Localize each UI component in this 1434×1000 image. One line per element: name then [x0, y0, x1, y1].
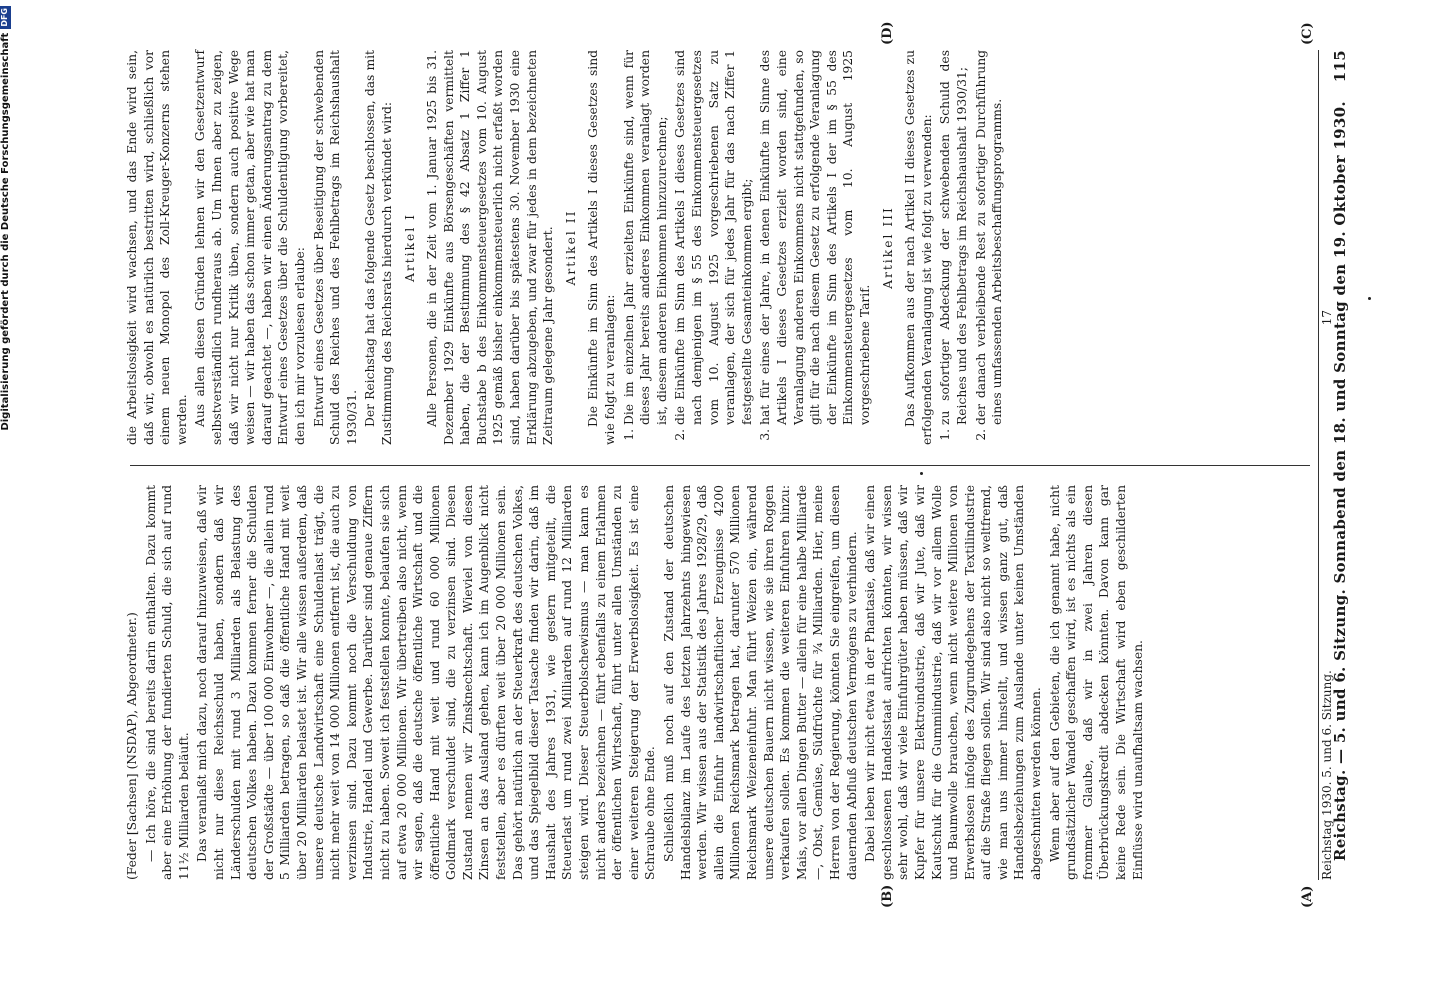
ink-dot	[1368, 297, 1371, 300]
list-item: 2. der danach verbleibende Rest zu sofortiger Durchführung eines umfassenden Arbeitsbeschaffungsprogramms.	[973, 50, 1006, 425]
article-ii-list	[621, 50, 874, 445]
paragraph: Die Einkünfte im Sinn des Artikels I dieses Gesetzes sind wie folgt zu veranlagen:	[586, 50, 618, 445]
footer-left: Reichstag 1930. 5. und 6. Sitzung.	[1320, 670, 1334, 880]
list-item: 1. zu sofortiger Abdeckung der schwebenden Schuld des Reiches und des Fehlbetrags im Reichshaushalt 1930/31;	[937, 50, 970, 425]
paragraph: Schließlich muß noch auf den Zustand der deutschen Handelsbilanz im Laufe des letzten Jahrzehnts hingewiesen werden. Wir wissen aus der Statistik des Jahres 1928/29, daß allein die Einfuhr landwirtschaftlicher Erzeugnisse 4200 Millionen Reichsmark betragen hat, darunter 570 Millionen Reichsmark Weizeneinfuhr. Man führt Weizen ein, während unsere deutschen Bauern nicht wissen, wie sie ihren Roggen verkaufen sollen. Es kommen die weiteren Einfuhren hinzu: Mais, vor allen Dingen Butter — allein für eine halbe Milliarde —, Obst, Gemüse, Südfrüchte für ¾ Milliarden. Hier, meine Herren von der Regierung, könnten Sie eingreifen, um diesen dauernden Abfluß deutschen Vermögens zu verhindern.	[662, 485, 859, 880]
bill-title: Entwurf eines Gesetzes über Beseitigung der schwebenden Schuld des Reiches und des Fehlbetrags im Reichshaushalt 1930/31.	[311, 50, 359, 445]
paragraph: Das Aufkommen aus der nach Artikel II dieses Gesetzes zu erfolgenden Veranlagung ist wie folgt zu verwenden:	[903, 50, 934, 445]
left-column	[124, 485, 1304, 880]
article-iii-list	[937, 50, 1005, 445]
list-item: 2. die Einkünfte im Sinn des Artikels I dieses Gesetzes sind nach demjenigen im § 55 des Einkommensteuergesetzes vom 10. August 1925 vorgeschriebenen Satz zu veranlagen, der sich für jedes Jahr für das nach Ziffer 1 festgestellte Gesamteinkommen ergibt;	[672, 50, 755, 425]
digitization-note	[0, 0, 12, 1000]
paragraph: Das veranlaßt mich dazu, noch darauf hinzuweisen, daß wir nicht nur diese Reichsschuld haben, sondern daß wir Länderschulden mit rund 3 Milliarden als Belastung des deutschen Volkes haben. Dazu kommen ferner die Schulden der Großstädte — über 100 000 Einwohner —, die allein rund 5 Milliarden betragen, so daß die öffentliche Hand mit weit über 20 Milliarden belastet ist. Wir alle wissen außerdem, daß unsere deutsche Landwirtschaft eine Schuldenlast trägt, die nicht mehr weit von 14 000 Millionen entfernt ist, die auch zu verzinsen sind. Dazu kommt noch die Verschuldung von Industrie, Handel und Gewerbe. Darüber sind genaue Ziffern nicht zu haben. Soweit ich feststellen konnte, belaufen sie sich auf etwa 20 000 Millionen. Wir übertreiben also nicht, wenn wir sagen, daß die deutsche öffentliche Wirtschaft und die öffentliche Hand mit weit und rund 60 000 Millionen Goldmark verschuldet sind, die zu verzinsen sind. Diesen Zustand nennen wir Zinsknechtschaft. Wieviel von diesen Zinsen an das Ausland gehen, kann ich im Augenblick nicht feststellen, aber es dürften weit über 20 000 Millionen sein. Das gehört natürlich an der Steuerkraft des deutschen Volkes, und das Spiegelbild dieser Tatsache finden wir darin, daß im Haushalt des Jahres 1931, wie gestern mitgeteilt, die Steuerlast um rund zwei Milliarden auf rund 12 Milliarden steigen wird. Dieser Steuerbolschewismus — man kann es nicht anders bezeichnen — führt ebenfalls zu einem Erlahmen der öffentlichen Wirtschaft, führt unter allen Umständen zu einer weiteren Steigerung der Erwerbslosigkeit. Es ist eine Schraube ohne Ende.	[195, 485, 658, 880]
ink-dot	[920, 472, 923, 475]
paragraph: Wenn aber auf den Gebieten, die ich genannt habe, nicht grundsätzlicher Wandel geschaffen wird, ist es nichts als ein frommer Glaube, daß wir in zwei Jahren diesen Überbrückungskredit abdecken könnten. Davon kann gar keine Rede sein. Die Wirtschaft wird eben geschilderten Einflüsse wird unaufhaltsam wachsen.	[1047, 485, 1145, 880]
right-column	[124, 50, 1304, 445]
dfg-logo: DFG	[0, 8, 9, 27]
digitization-note-text: Digitalisierung gefördert durch die Deutsche Forschungsgemeinschaft	[0, 32, 11, 431]
signature-mark: 17	[1320, 310, 1334, 326]
margin-letter-d: (D)	[880, 21, 895, 45]
header-rule	[1318, 50, 1319, 880]
column-divider	[130, 465, 1310, 466]
page-footer	[1320, 50, 1334, 880]
article-heading: Artikel I	[402, 212, 417, 283]
page-number: 115	[1331, 50, 1349, 83]
margin-letter-c: (C)	[1300, 22, 1315, 45]
margin-letter-a: (A)	[1300, 885, 1315, 908]
paragraph: Alle Personen, die in der Zeit vom 1. Januar 1925 bis 31. Dezember 1929 Einkünfte aus Börsengeschäften vermittelt haben, die der Bestimmung des § 42 Absatz 1 Ziffer 1 Buchstabe b des Einkommensteuergesetzes vom 10. August 1925 gemäß bisher einkommensteuerlich nicht erfaßt worden sind, haben darüber bis spätestens 30. November 1930 eine Erklärung abzugeben, und zwar für jedes in dem bezeichneten Zeitraum gelegene Jahr gesondert.	[425, 50, 556, 445]
paragraph: Der Reichstag hat das folgende Gesetz beschlossen, das mit Zustimmung des Reichsrats hierdurch verkündet wird:	[363, 50, 394, 445]
paragraph: Dabei leben wir nicht etwa in der Phantasie, daß wir einen geschlossenen Handelsstaat aufrichten könnten, wir wissen sehr wohl, daß wir viele Einfuhrgüter haben müssen, daß wir Kupfer für unsere Elektroindustrie, daß wir Jute, daß wir Kautschuk für die Gummiindustrie, daß wir vor allem Wolle und Baumwolle brauchen, wenn nicht weitere Millionen von Erwerbslosen infolge des Zugrundegehens der Textilindustrie auf die Straße fliegen sollen. Wir sind also nicht so weltfremd, wie man uns immer hinstellt, und wissen ganz gut, daß Handelsbeziehungen zum Auslande unter keinen Umständen abgeschnitten werden können.	[863, 485, 1044, 880]
list-item: 3. hat für eines der Jahre, in denen Einkünfte im Sinne des Artikels I dieses Gesetzes erzielt worden sind, eine Veranlagung anderen Einkommens nicht stattgefunden, so gilt für die nach diesem Gesetz zu erfolgende Veranlagung der Einkünfte im Sinn des Artikels I der im § 55 des Einkommensteuergesetzes vom 10. August 1925 vorgeschriebene Tarif.	[757, 50, 873, 425]
list-item: 1. Die im einzelnen Jahr erzielten Einkünfte sind, wenn für dieses Jahr bereits anderes Einkommen veranlagt worden ist, diesem anderen Einkommen hinzuzurechnen;	[621, 50, 671, 425]
paragraph: Aus allen diesen Gründen lehnen wir den Gesetzentwurf selbstverständlich rundheraus ab. Um Ihnen aber zu zeigen, daß wir nicht nur Kritik üben, sondern auch positive Wege weisen — wir haben das schon immer getan, aber wie hat man darauf geachtet —, haben wir einen Änderungsantrag zu dem Entwurf eines Gesetzes über die Schuldentilgung vorbereitet, den ich mir vorzulesen erlaube:	[193, 50, 307, 445]
margin-letter-b: (B)	[880, 884, 895, 908]
article-heading: Artikel II	[563, 209, 578, 286]
paragraph: die Arbeitslosigkeit wird wachsen, und das Ende wird sein, daß wir, obwohl es natürlich bestritten wird, schließlich vor einem neuen Monopol des Zoll-Kreuger-Konzerns stehen werden.	[125, 50, 189, 445]
header-title: Reichstag. — 5. und 6. Sitzung. Sonnabend den 18. und Sonntag den 19. Oktober 1930.	[1331, 101, 1349, 862]
paragraph: — Ich höre, die sind bereits darin enthalten. Dazu kommt aber eine Erhöhung der fundierten Schuld, die sich auf rund 11½ Milliarden beläuft.	[143, 485, 191, 880]
article-heading: Artikel III	[880, 206, 895, 289]
speaker-line: (Feder [Sachsen] (NSDAP), Abgeordneter.)	[125, 612, 139, 880]
